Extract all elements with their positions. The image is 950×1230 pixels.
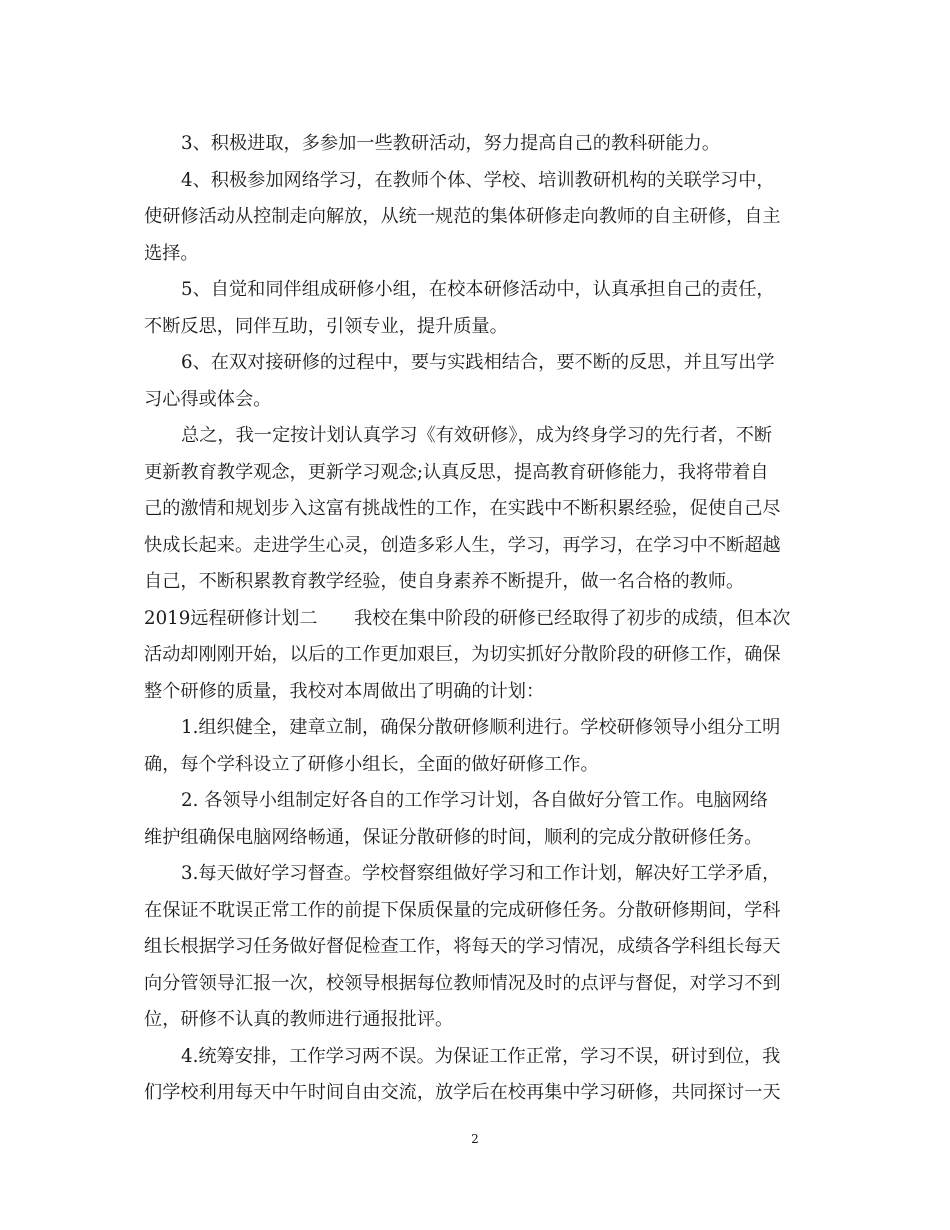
text-line: 确，每个学科设立了研修小组长，全面的做好研修工作。 [144,753,599,775]
text-line: 更新教育教学观念，更新学习观念;认真反思，提高教育研修能力，我将带着自 [144,461,769,483]
text-line: 维护组确保电脑网络畅通，保证分散研修的时间，顺利的完成分散研修任务。 [144,826,763,848]
text-line: 2019远程研修计划二 我校在集中阶段的研修已经取得了初步的成绩，但本次 [144,607,791,629]
text-line: 自己，不断积累教育教学经验，使自身素养不断提升，做一名合格的教师。 [144,571,745,592]
page-number: 2 [471,1132,479,1146]
text-line: 总之，我一定按计划认真学习《有效研修》，成为终身学习的先行者，不断 [181,425,773,446]
text-line: 3.每天做好学习督查。学校督察组做好学习和工作计划，解决好工学矛盾， [181,863,781,884]
text-line: 使研修活动从控制走向解放，从统一规范的集体研修走向教师的自主研修，自主 [144,206,781,227]
text-line: 选择。 [144,242,199,264]
text-line: 2. 各领导小组制定好各自的工作学习计划，各自做好分管工作。电脑网络 [181,790,768,811]
text-line: 4.统筹安排，工作学习两不误。为保证工作正常，学习不误，研讨到位，我 [181,1045,781,1067]
text-line: 位，研修不认真的教师进行通报批评。 [144,1009,454,1030]
text-line: 们学校利用每天中午时间自由交流，放学后在校再集中学习研修，共同探讨一天 [144,1082,781,1103]
text-line: 向分管领导汇报一次，校领导根据每位教师情况及时的点评与督促，对学习不到 [144,972,781,994]
text-line: 4、积极参加网络学习，在教师个体、学校、培训教研机构的关联学习中， [181,169,775,191]
text-line: 快成长起来。走进学生心灵，创造多彩人生，学习，再学习，在学习中不断超越 [144,534,781,556]
text-line: 活动却刚刚开始，以后的工作更加艰巨，为切实抓好分散阶段的研修工作，确保 [144,644,781,665]
text-line: 整个研修的质量，我校对本周做出了明确的计划： [144,680,545,702]
text-line: 在保证不耽误正常工作的前提下保质保量的完成研修任务。分散研修期间，学科 [144,899,781,921]
text-line: 6、在双对接研修的过程中，要与实践相结合，要不断的反思，并且写出学 [181,352,775,373]
text-line: 5、自觉和同伴组成研修小组，在校本研修活动中，认真承担自己的责任， [181,279,775,300]
text-line: 己的激情和规划步入这富有挑战性的工作，在实践中不断积累经验，促使自己尽 [144,498,781,519]
text-line: 1.组织健全，建章立制，确保分散研修顺利进行。学校研修领导小组分工明 [181,717,781,738]
document-body [144,126,808,1112]
text-line: 习心得或体会。 [144,388,272,410]
text-line: 不断反思，同伴互助，引领专业，提升质量。 [144,315,508,337]
text-line: 3、积极进取，多参加一些教研活动，努力提高自己的教科研能力。 [181,133,721,154]
text-line: 组长根据学习任务做好督促检查工作，将每天的学习情况，成绩各学科组长每天 [144,936,781,957]
